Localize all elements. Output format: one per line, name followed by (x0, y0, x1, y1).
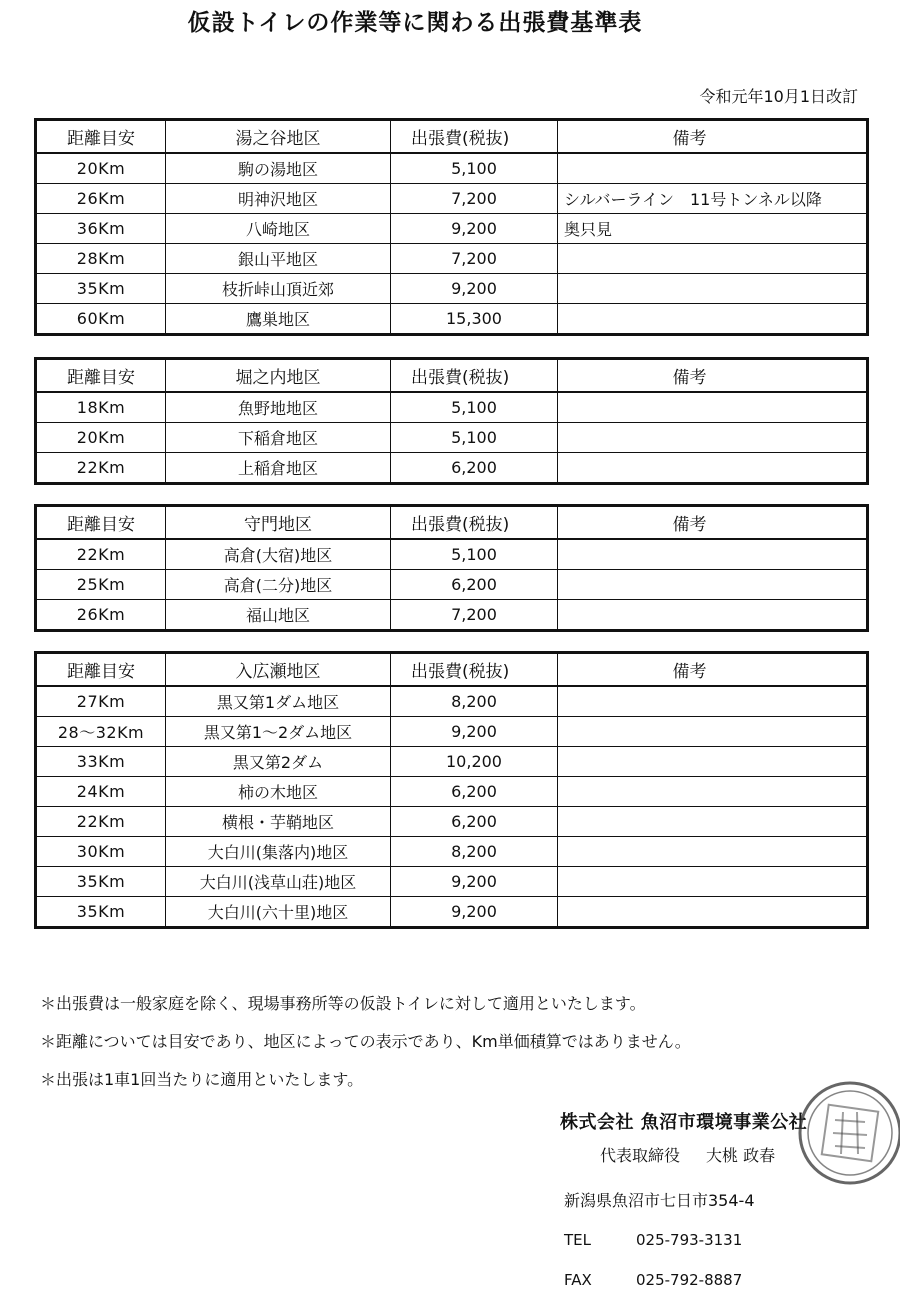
fee-cell: 10,200 (391, 747, 558, 777)
fee-cell: 7,200 (391, 244, 558, 274)
fee-table-irihirose (34, 651, 869, 929)
note-cell (558, 747, 868, 777)
page-title: 仮設トイレの作業等に関わる出張費基準表 (187, 10, 643, 36)
table-row (36, 600, 868, 631)
company-tel (564, 1231, 742, 1249)
table-row (36, 747, 868, 777)
table-row (36, 274, 868, 304)
fee-cell: 5,100 (391, 392, 558, 423)
fee-cell: 9,200 (391, 717, 558, 747)
distance-cell: 35Km (36, 897, 166, 928)
rep-name: 大桃 政春 (706, 1146, 776, 1165)
distance-cell: 25Km (36, 570, 166, 600)
distance-cell: 24Km (36, 777, 166, 807)
company-name: 株式会社 魚沼市環境事業公社 (560, 1112, 808, 1133)
note-cell (558, 274, 868, 304)
note-cell (558, 453, 868, 484)
fee-cell: 9,200 (391, 867, 558, 897)
distance-cell: 26Km (36, 600, 166, 631)
footnotes (40, 985, 691, 1099)
header-distance: 距離目安 (36, 120, 166, 154)
district-cell: 明神沢地区 (166, 184, 391, 214)
district-cell: 福山地区 (166, 600, 391, 631)
distance-cell: 20Km (36, 423, 166, 453)
note-cell (558, 539, 868, 570)
note-cell (558, 717, 868, 747)
district-cell: 高倉(二分)地区 (166, 570, 391, 600)
district-cell: 高倉(大宿)地区 (166, 539, 391, 570)
district-cell: 枝折峠山頂近郊 (166, 274, 391, 304)
header-distance: 距離目安 (36, 359, 166, 393)
district-cell: 銀山平地区 (166, 244, 391, 274)
header-fee: 出張費(税抜) (391, 506, 558, 540)
fee-cell: 5,100 (391, 423, 558, 453)
distance-cell: 20Km (36, 153, 166, 184)
table-row (36, 244, 868, 274)
note-cell (558, 423, 868, 453)
header-area: 守門地区 (166, 506, 391, 540)
table-header-row (36, 506, 868, 540)
note-cell (558, 897, 868, 928)
note-cell (558, 570, 868, 600)
district-cell: 黒又第1～2ダム地区 (166, 717, 391, 747)
header-fee: 出張費(税抜) (391, 120, 558, 154)
fee-cell: 15,300 (391, 304, 558, 335)
table-row (36, 777, 868, 807)
distance-cell: 35Km (36, 867, 166, 897)
header-note: 備考 (558, 653, 868, 687)
fee-table-yunotani (34, 118, 869, 336)
note-cell (558, 837, 868, 867)
fee-cell: 6,200 (391, 570, 558, 600)
note-cell: 奥只見 (558, 214, 868, 244)
distance-cell: 18Km (36, 392, 166, 423)
distance-cell: 22Km (36, 453, 166, 484)
table-header-row (36, 653, 868, 687)
note-cell (558, 807, 868, 837)
district-cell: 魚野地地区 (166, 392, 391, 423)
table-header-row (36, 120, 868, 154)
district-cell: 大白川(集落内)地区 (166, 837, 391, 867)
fee-cell: 6,200 (391, 807, 558, 837)
table-row (36, 807, 868, 837)
header-fee: 出張費(税抜) (391, 653, 558, 687)
note-cell (558, 153, 868, 184)
fee-table-horinouchi (34, 357, 869, 485)
district-cell: 横根・芋鞘地区 (166, 807, 391, 837)
distance-cell: 22Km (36, 807, 166, 837)
header-area: 湯之谷地区 (166, 120, 391, 154)
table-row (36, 153, 868, 184)
fee-cell: 8,200 (391, 686, 558, 717)
tel-label: TEL (564, 1231, 591, 1249)
district-cell: 八崎地区 (166, 214, 391, 244)
header-note: 備考 (558, 120, 868, 154)
district-cell: 駒の湯地区 (166, 153, 391, 184)
distance-cell: 27Km (36, 686, 166, 717)
distance-cell: 60Km (36, 304, 166, 335)
district-cell: 鷹巣地区 (166, 304, 391, 335)
district-cell: 下稲倉地区 (166, 423, 391, 453)
fax-number: 025-792-8887 (636, 1271, 743, 1289)
distance-cell: 28Km (36, 244, 166, 274)
distance-cell: 30Km (36, 837, 166, 867)
note-cell (558, 867, 868, 897)
distance-cell: 22Km (36, 539, 166, 570)
company-address: 新潟県魚沼市七日市354-4 (564, 1191, 755, 1210)
fee-cell: 5,100 (391, 153, 558, 184)
header-note: 備考 (558, 359, 868, 393)
table-row (36, 717, 868, 747)
distance-cell: 33Km (36, 747, 166, 777)
table-row (36, 686, 868, 717)
distance-cell: 28～32Km (36, 717, 166, 747)
revision-date: 令和元年10月1日改訂 (699, 87, 858, 106)
company-seal-icon (795, 1078, 900, 1188)
table-row (36, 423, 868, 453)
header-fee: 出張費(税抜) (391, 359, 558, 393)
note-cell (558, 244, 868, 274)
note-cell: シルバーライン 11号トンネル以降 (558, 184, 868, 214)
fee-cell: 7,200 (391, 184, 558, 214)
footnote: ＊距離については目安であり、地区によっての表示であり、Km単価積算ではありません。 (40, 1032, 691, 1051)
footnote: ＊出張費は一般家庭を除く、現場事務所等の仮設トイレに対して適用といたします。 (40, 994, 646, 1013)
fee-cell: 8,200 (391, 837, 558, 867)
table-row (36, 453, 868, 484)
header-distance: 距離目安 (36, 506, 166, 540)
fee-cell: 5,100 (391, 539, 558, 570)
fee-table-sumon (34, 504, 869, 632)
table-row (36, 897, 868, 928)
fee-cell: 7,200 (391, 600, 558, 631)
header-distance: 距離目安 (36, 653, 166, 687)
note-cell (558, 777, 868, 807)
table-row (36, 867, 868, 897)
note-cell (558, 304, 868, 335)
table-row (36, 392, 868, 423)
fee-cell: 9,200 (391, 214, 558, 244)
note-cell (558, 686, 868, 717)
company-fax (564, 1271, 742, 1289)
fax-label: FAX (564, 1271, 592, 1289)
table-row (36, 304, 868, 335)
distance-cell: 26Km (36, 184, 166, 214)
table-row (36, 837, 868, 867)
district-cell: 大白川(六十里)地区 (166, 897, 391, 928)
fee-cell: 9,200 (391, 274, 558, 304)
note-cell (558, 392, 868, 423)
district-cell: 柿の木地区 (166, 777, 391, 807)
district-cell: 上稲倉地区 (166, 453, 391, 484)
district-cell: 黒又第2ダム (166, 747, 391, 777)
fee-cell: 6,200 (391, 777, 558, 807)
tel-number: 025-793-3131 (636, 1231, 743, 1249)
district-cell: 大白川(浅草山荘)地区 (166, 867, 391, 897)
table-row (36, 214, 868, 244)
note-cell (558, 600, 868, 631)
header-area: 入広瀬地区 (166, 653, 391, 687)
fee-cell: 6,200 (391, 453, 558, 484)
rep-title: 代表取締役 (600, 1146, 681, 1165)
header-note: 備考 (558, 506, 868, 540)
representative (600, 1143, 775, 1166)
header-area: 堀之内地区 (166, 359, 391, 393)
distance-cell: 36Km (36, 214, 166, 244)
district-cell: 黒又第1ダム地区 (166, 686, 391, 717)
table-row (36, 184, 868, 214)
fee-cell: 9,200 (391, 897, 558, 928)
distance-cell: 35Km (36, 274, 166, 304)
table-row (36, 570, 868, 600)
table-row (36, 539, 868, 570)
footnote: ＊出張は1車1回当たりに適用といたします。 (40, 1070, 364, 1089)
table-header-row (36, 359, 868, 393)
